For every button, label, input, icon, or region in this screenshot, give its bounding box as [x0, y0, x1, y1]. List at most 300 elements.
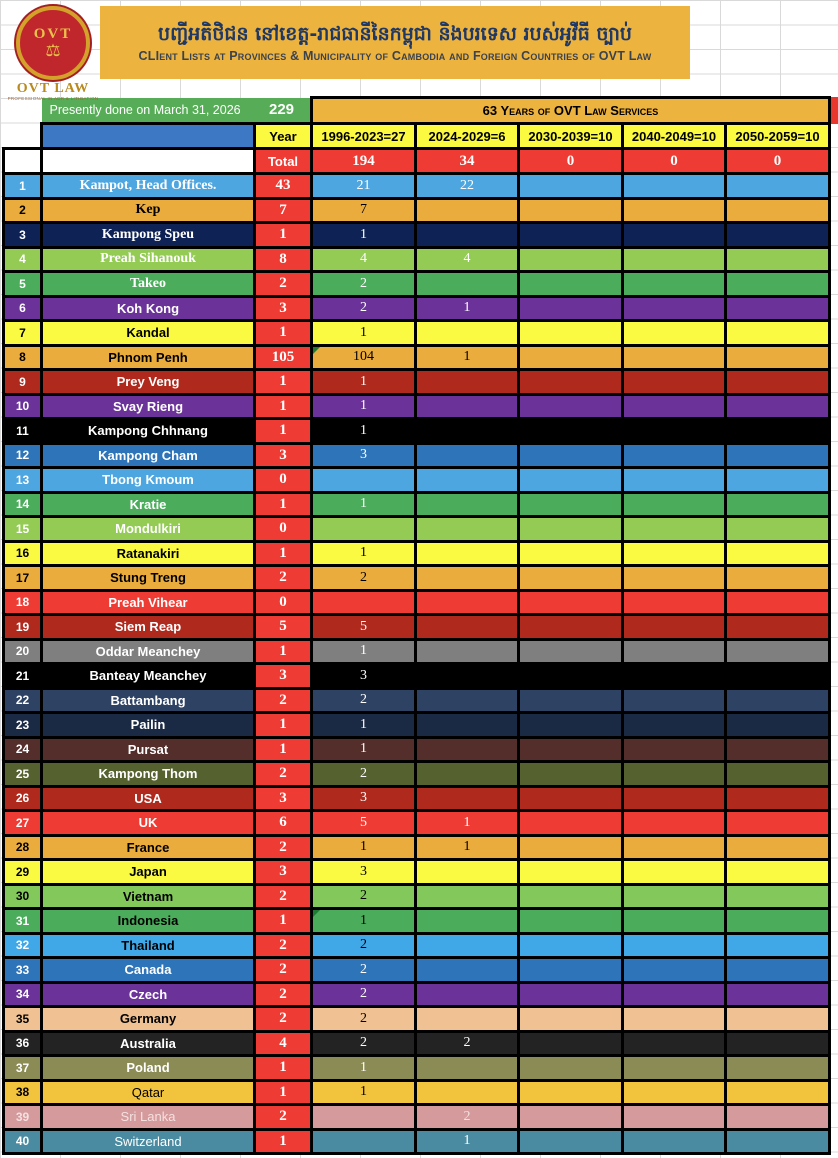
year-value-cell[interactable] [519, 247, 623, 272]
year-value-cell[interactable]: 2 [312, 933, 416, 958]
year-value-cell[interactable] [519, 664, 623, 689]
province-name-cell[interactable]: Kampong Chhnang [42, 419, 255, 444]
year-value-cell[interactable] [726, 1080, 830, 1105]
province-name-cell[interactable]: Kratie [42, 492, 255, 517]
year-value-cell[interactable] [726, 492, 830, 517]
province-name-cell[interactable]: Battambang [42, 688, 255, 713]
year-value-cell[interactable] [623, 860, 726, 885]
year-value-cell[interactable]: 4 [312, 247, 416, 272]
year-value-cell[interactable] [726, 909, 830, 934]
province-name-cell[interactable]: Preah Sihanouk [42, 247, 255, 272]
year-value-cell[interactable] [726, 835, 830, 860]
year-value-cell[interactable] [416, 492, 519, 517]
province-name-cell[interactable]: Tbong Kmoum [42, 468, 255, 493]
row-number-cell[interactable]: 22 [4, 688, 42, 713]
year-value-cell[interactable]: 3 [312, 786, 416, 811]
year-value-cell[interactable]: 2 [312, 982, 416, 1007]
year-value-cell[interactable] [519, 1080, 623, 1105]
year-value-cell[interactable]: 2 [312, 566, 416, 591]
year-value-cell[interactable]: 1 [312, 419, 416, 444]
year-value-cell[interactable] [726, 860, 830, 885]
year-value-cell[interactable]: 2 [312, 762, 416, 787]
row-total-cell[interactable]: 4 [255, 1031, 312, 1056]
year-value-cell[interactable]: 2 [312, 688, 416, 713]
year-value-cell[interactable] [416, 223, 519, 248]
year-value-cell[interactable] [416, 664, 519, 689]
year-value-cell[interactable] [312, 1105, 416, 1130]
row-total-cell[interactable]: 3 [255, 296, 312, 321]
row-number-cell[interactable]: 17 [4, 566, 42, 591]
year-value-cell[interactable] [726, 468, 830, 493]
row-total-cell[interactable]: 6 [255, 811, 312, 836]
year-value-cell[interactable] [519, 272, 623, 297]
year-value-cell[interactable]: 1 [416, 296, 519, 321]
row-number-cell[interactable]: 36 [4, 1031, 42, 1056]
row-total-cell[interactable]: 1 [255, 1080, 312, 1105]
year-value-cell[interactable] [623, 272, 726, 297]
year-value-cell[interactable] [726, 884, 830, 909]
year-value-cell[interactable] [726, 713, 830, 738]
row-total-cell[interactable]: 2 [255, 835, 312, 860]
row-total-cell[interactable]: 2 [255, 1105, 312, 1130]
year-value-cell[interactable] [623, 517, 726, 542]
year-value-cell[interactable]: 1 [416, 835, 519, 860]
year-value-cell[interactable] [416, 394, 519, 419]
year-value-cell[interactable] [416, 1056, 519, 1081]
year-value-cell[interactable] [726, 419, 830, 444]
year-value-cell[interactable] [519, 370, 623, 395]
province-name-cell[interactable]: Czech [42, 982, 255, 1007]
year-value-cell[interactable]: 2 [416, 1105, 519, 1130]
row-total-cell[interactable]: 5 [255, 615, 312, 640]
row-number-cell[interactable]: 4 [4, 247, 42, 272]
year-value-cell[interactable]: 104 [312, 345, 416, 370]
province-name-cell[interactable]: Kandal [42, 321, 255, 346]
row-total-cell[interactable]: 1 [255, 492, 312, 517]
year-value-cell[interactable]: 1 [312, 737, 416, 762]
row-number-cell[interactable]: 40 [4, 1129, 42, 1154]
row-total-cell[interactable]: 1 [255, 1056, 312, 1081]
total-value-cell[interactable]: 194 [312, 149, 416, 174]
year-value-cell[interactable]: 1 [312, 223, 416, 248]
row-number-cell[interactable]: 30 [4, 884, 42, 909]
row-number-cell[interactable]: 25 [4, 762, 42, 787]
year-value-cell[interactable] [623, 688, 726, 713]
year-value-cell[interactable] [623, 321, 726, 346]
year-value-cell[interactable]: 3 [312, 443, 416, 468]
row-number-cell[interactable]: 21 [4, 664, 42, 689]
year-range-header[interactable]: 2030-2039=10 [519, 124, 623, 149]
total-value-cell[interactable]: 0 [726, 149, 830, 174]
row-number-cell[interactable]: 20 [4, 639, 42, 664]
year-value-cell[interactable] [519, 884, 623, 909]
row-total-cell[interactable]: 0 [255, 590, 312, 615]
year-value-cell[interactable] [623, 1056, 726, 1081]
year-value-cell[interactable] [519, 321, 623, 346]
year-value-cell[interactable] [519, 566, 623, 591]
year-value-cell[interactable]: 5 [312, 811, 416, 836]
row-total-cell[interactable]: 1 [255, 223, 312, 248]
row-total-cell[interactable]: 2 [255, 566, 312, 591]
province-name-cell[interactable]: Prey Veng [42, 370, 255, 395]
year-value-cell[interactable] [519, 786, 623, 811]
year-value-cell[interactable]: 1 [416, 811, 519, 836]
row-number-cell[interactable]: 34 [4, 982, 42, 1007]
services-banner-cell[interactable]: 63 Years of OVT Law Services [312, 98, 830, 124]
year-value-cell[interactable] [519, 1129, 623, 1154]
row-number-cell[interactable]: 3 [4, 223, 42, 248]
year-value-cell[interactable] [623, 443, 726, 468]
year-value-cell[interactable] [726, 1129, 830, 1154]
year-value-cell[interactable] [726, 541, 830, 566]
year-value-cell[interactable] [623, 786, 726, 811]
province-name-cell[interactable]: Pailin [42, 713, 255, 738]
year-value-cell[interactable] [623, 492, 726, 517]
year-value-cell[interactable] [623, 762, 726, 787]
row-number-cell[interactable]: 2 [4, 198, 42, 223]
year-value-cell[interactable] [416, 639, 519, 664]
province-name-cell[interactable]: Germany [42, 1007, 255, 1032]
province-name-cell[interactable]: UK [42, 811, 255, 836]
year-value-cell[interactable] [623, 419, 726, 444]
year-value-cell[interactable] [623, 174, 726, 199]
year-value-cell[interactable] [416, 443, 519, 468]
row-number-cell[interactable]: 12 [4, 443, 42, 468]
year-value-cell[interactable]: 3 [312, 664, 416, 689]
row-total-cell[interactable]: 3 [255, 786, 312, 811]
province-name-cell[interactable]: Banteay Meanchey [42, 664, 255, 689]
year-value-cell[interactable] [312, 1129, 416, 1154]
row-total-cell[interactable]: 2 [255, 272, 312, 297]
year-value-cell[interactable] [623, 713, 726, 738]
row-total-cell[interactable]: 2 [255, 762, 312, 787]
year-value-cell[interactable]: 1 [312, 835, 416, 860]
row-number-cell[interactable]: 9 [4, 370, 42, 395]
province-name-cell[interactable]: Pursat [42, 737, 255, 762]
row-total-cell[interactable]: 2 [255, 982, 312, 1007]
province-name-cell[interactable]: Phnom Penh [42, 345, 255, 370]
row-total-cell[interactable]: 2 [255, 958, 312, 983]
row-total-cell[interactable]: 1 [255, 370, 312, 395]
year-value-cell[interactable]: 1 [416, 345, 519, 370]
year-value-cell[interactable] [416, 958, 519, 983]
year-value-cell[interactable] [416, 1080, 519, 1105]
year-value-cell[interactable] [623, 1105, 726, 1130]
year-value-cell[interactable] [519, 762, 623, 787]
year-value-cell[interactable] [623, 1080, 726, 1105]
year-value-cell[interactable] [519, 835, 623, 860]
year-value-cell[interactable] [623, 884, 726, 909]
row-number-cell[interactable]: 1 [4, 174, 42, 199]
year-value-cell[interactable] [726, 566, 830, 591]
year-value-cell[interactable] [623, 615, 726, 640]
year-value-cell[interactable] [416, 272, 519, 297]
row-number-cell[interactable]: 35 [4, 1007, 42, 1032]
year-value-cell[interactable]: 4 [416, 247, 519, 272]
row-total-cell[interactable]: 3 [255, 664, 312, 689]
province-name-cell[interactable]: Indonesia [42, 909, 255, 934]
row-number-cell[interactable]: 29 [4, 860, 42, 885]
province-name-cell[interactable]: Sri Lanka [42, 1105, 255, 1130]
total-value-cell[interactable]: 34 [416, 149, 519, 174]
year-value-cell[interactable]: 2 [312, 1007, 416, 1032]
year-value-cell[interactable] [519, 1031, 623, 1056]
year-value-cell[interactable] [519, 223, 623, 248]
year-value-cell[interactable] [623, 811, 726, 836]
year-value-cell[interactable] [519, 860, 623, 885]
year-value-cell[interactable] [519, 1007, 623, 1032]
year-value-cell[interactable]: 2 [416, 1031, 519, 1056]
year-value-cell[interactable] [416, 884, 519, 909]
year-value-cell[interactable] [416, 517, 519, 542]
year-value-cell[interactable] [519, 492, 623, 517]
year-value-cell[interactable] [416, 786, 519, 811]
row-total-cell[interactable]: 105 [255, 345, 312, 370]
row-total-cell[interactable]: 0 [255, 468, 312, 493]
year-range-header[interactable]: 1996-2023=27 [312, 124, 416, 149]
row-total-cell[interactable]: 1 [255, 1129, 312, 1154]
year-value-cell[interactable] [726, 272, 830, 297]
row-total-cell[interactable]: 1 [255, 909, 312, 934]
year-value-cell[interactable] [623, 1007, 726, 1032]
year-value-cell[interactable] [726, 345, 830, 370]
year-value-cell[interactable] [726, 615, 830, 640]
province-name-cell[interactable]: Mondulkiri [42, 517, 255, 542]
year-value-cell[interactable] [416, 1007, 519, 1032]
year-value-cell[interactable] [416, 762, 519, 787]
year-value-cell[interactable] [726, 688, 830, 713]
row-total-cell[interactable]: 1 [255, 737, 312, 762]
year-value-cell[interactable] [726, 394, 830, 419]
year-value-cell[interactable] [519, 615, 623, 640]
year-value-cell[interactable] [623, 223, 726, 248]
province-name-cell[interactable]: Switzerland [42, 1129, 255, 1154]
row-number-cell[interactable]: 8 [4, 345, 42, 370]
empty-cell[interactable] [42, 149, 255, 174]
row-total-cell[interactable]: 1 [255, 321, 312, 346]
year-value-cell[interactable] [416, 321, 519, 346]
row-total-cell[interactable]: 1 [255, 713, 312, 738]
year-value-cell[interactable] [519, 296, 623, 321]
year-value-cell[interactable] [312, 468, 416, 493]
province-name-cell[interactable]: Svay Rieng [42, 394, 255, 419]
year-value-cell[interactable]: 1 [312, 909, 416, 934]
year-value-cell[interactable] [519, 737, 623, 762]
province-name-cell[interactable]: Kampong Speu [42, 223, 255, 248]
year-range-header[interactable]: 2040-2049=10 [623, 124, 726, 149]
total-value-cell[interactable]: 0 [623, 149, 726, 174]
province-name-cell[interactable]: Stung Treng [42, 566, 255, 591]
year-value-cell[interactable] [726, 762, 830, 787]
year-value-cell[interactable] [623, 639, 726, 664]
year-value-cell[interactable] [623, 296, 726, 321]
row-number-cell[interactable]: 6 [4, 296, 42, 321]
province-name-cell[interactable]: Kampong Thom [42, 762, 255, 787]
year-value-cell[interactable] [416, 737, 519, 762]
year-value-cell[interactable] [519, 590, 623, 615]
row-number-cell[interactable]: 11 [4, 419, 42, 444]
year-value-cell[interactable] [416, 370, 519, 395]
row-total-cell[interactable]: 0 [255, 517, 312, 542]
year-value-cell[interactable]: 1 [312, 639, 416, 664]
row-total-cell[interactable]: 2 [255, 933, 312, 958]
year-value-cell[interactable] [623, 909, 726, 934]
row-total-cell[interactable]: 3 [255, 443, 312, 468]
year-value-cell[interactable] [726, 247, 830, 272]
year-value-cell[interactable] [726, 664, 830, 689]
year-value-cell[interactable] [726, 811, 830, 836]
year-value-cell[interactable]: 1 [312, 394, 416, 419]
year-value-cell[interactable] [519, 174, 623, 199]
row-total-cell[interactable]: 1 [255, 639, 312, 664]
year-value-cell[interactable] [726, 639, 830, 664]
year-value-cell[interactable] [416, 688, 519, 713]
year-value-cell[interactable] [416, 198, 519, 223]
year-value-cell[interactable]: 1 [312, 321, 416, 346]
row-number-cell[interactable]: 32 [4, 933, 42, 958]
year-value-cell[interactable] [623, 1031, 726, 1056]
year-value-cell[interactable] [519, 419, 623, 444]
row-number-cell[interactable]: 39 [4, 1105, 42, 1130]
year-value-cell[interactable]: 2 [312, 1031, 416, 1056]
row-number-cell[interactable]: 28 [4, 835, 42, 860]
year-value-cell[interactable] [519, 443, 623, 468]
year-value-cell[interactable] [726, 370, 830, 395]
row-number-cell[interactable]: 16 [4, 541, 42, 566]
year-value-cell[interactable]: 2 [312, 958, 416, 983]
year-value-cell[interactable] [623, 1129, 726, 1154]
year-value-cell[interactable]: 2 [312, 884, 416, 909]
year-value-cell[interactable]: 1 [416, 1129, 519, 1154]
row-number-cell[interactable]: 26 [4, 786, 42, 811]
year-value-cell[interactable]: 1 [312, 541, 416, 566]
year-value-cell[interactable] [519, 933, 623, 958]
province-name-cell[interactable]: Siem Reap [42, 615, 255, 640]
province-name-cell[interactable]: Kep [42, 198, 255, 223]
year-value-cell[interactable] [312, 590, 416, 615]
row-number-cell[interactable]: 27 [4, 811, 42, 836]
year-value-cell[interactable]: 1 [312, 1080, 416, 1105]
province-name-cell[interactable]: USA [42, 786, 255, 811]
year-value-cell[interactable] [623, 664, 726, 689]
year-value-cell[interactable] [726, 1007, 830, 1032]
province-name-cell[interactable]: Takeo [42, 272, 255, 297]
year-value-cell[interactable] [623, 958, 726, 983]
row-total-cell[interactable]: 2 [255, 1007, 312, 1032]
year-value-cell[interactable] [726, 174, 830, 199]
empty-cell[interactable] [4, 149, 42, 174]
year-value-cell[interactable]: 1 [312, 370, 416, 395]
row-total-cell[interactable]: 8 [255, 247, 312, 272]
year-value-cell[interactable] [519, 688, 623, 713]
year-value-cell[interactable] [726, 1031, 830, 1056]
year-value-cell[interactable]: 22 [416, 174, 519, 199]
row-total-cell[interactable]: 1 [255, 419, 312, 444]
year-value-cell[interactable] [519, 982, 623, 1007]
year-value-cell[interactable] [416, 419, 519, 444]
province-name-cell[interactable]: Koh Kong [42, 296, 255, 321]
year-value-cell[interactable] [519, 198, 623, 223]
row-number-cell[interactable]: 10 [4, 394, 42, 419]
row-total-cell[interactable]: 3 [255, 860, 312, 885]
row-total-cell[interactable]: 7 [255, 198, 312, 223]
province-name-cell[interactable]: France [42, 835, 255, 860]
year-value-cell[interactable] [623, 345, 726, 370]
year-value-cell[interactable] [726, 958, 830, 983]
row-number-cell[interactable]: 13 [4, 468, 42, 493]
year-value-cell[interactable] [726, 982, 830, 1007]
year-value-cell[interactable] [726, 443, 830, 468]
year-value-cell[interactable]: 2 [312, 296, 416, 321]
row-number-cell[interactable]: 15 [4, 517, 42, 542]
row-total-cell[interactable]: 2 [255, 688, 312, 713]
year-value-cell[interactable] [623, 198, 726, 223]
year-value-cell[interactable] [416, 615, 519, 640]
row-number-cell[interactable]: 31 [4, 909, 42, 934]
row-number-cell[interactable]: 37 [4, 1056, 42, 1081]
total-value-cell[interactable]: 0 [519, 149, 623, 174]
row-number-cell[interactable]: 18 [4, 590, 42, 615]
year-value-cell[interactable] [519, 909, 623, 934]
blue-spacer-cell[interactable] [42, 124, 255, 149]
row-number-cell[interactable]: 7 [4, 321, 42, 346]
year-value-cell[interactable] [623, 541, 726, 566]
year-value-cell[interactable] [416, 982, 519, 1007]
year-value-cell[interactable] [416, 860, 519, 885]
year-value-cell[interactable] [519, 713, 623, 738]
year-value-cell[interactable] [519, 541, 623, 566]
year-value-cell[interactable]: 2 [312, 272, 416, 297]
year-value-cell[interactable] [623, 566, 726, 591]
year-range-header[interactable]: 2024-2029=6 [416, 124, 519, 149]
year-value-cell[interactable] [519, 1105, 623, 1130]
year-value-cell[interactable] [416, 566, 519, 591]
year-value-cell[interactable] [623, 370, 726, 395]
year-value-cell[interactable] [726, 786, 830, 811]
year-value-cell[interactable] [623, 590, 726, 615]
year-value-cell[interactable] [726, 321, 830, 346]
year-value-cell[interactable] [726, 517, 830, 542]
year-value-cell[interactable] [623, 933, 726, 958]
row-number-cell[interactable]: 14 [4, 492, 42, 517]
row-total-cell[interactable]: 1 [255, 541, 312, 566]
row-total-cell[interactable]: 2 [255, 884, 312, 909]
year-value-cell[interactable] [416, 541, 519, 566]
year-value-cell[interactable] [623, 247, 726, 272]
year-value-cell[interactable] [519, 345, 623, 370]
year-value-cell[interactable] [623, 982, 726, 1007]
year-value-cell[interactable] [416, 909, 519, 934]
year-value-cell[interactable] [519, 639, 623, 664]
year-range-header[interactable]: 2050-2059=10 [726, 124, 830, 149]
province-name-cell[interactable]: Kampong Cham [42, 443, 255, 468]
row-number-cell[interactable]: 38 [4, 1080, 42, 1105]
year-value-cell[interactable] [519, 394, 623, 419]
year-value-cell[interactable] [623, 468, 726, 493]
year-value-cell[interactable] [519, 468, 623, 493]
year-label-cell[interactable]: Year [255, 124, 312, 149]
year-value-cell[interactable] [416, 713, 519, 738]
year-value-cell[interactable]: 3 [312, 860, 416, 885]
year-value-cell[interactable]: 5 [312, 615, 416, 640]
province-name-cell[interactable]: Thailand [42, 933, 255, 958]
province-name-cell[interactable]: Kampot, Head Offices. [42, 174, 255, 199]
province-name-cell[interactable]: Vietnam [42, 884, 255, 909]
year-value-cell[interactable] [726, 933, 830, 958]
year-value-cell[interactable] [623, 835, 726, 860]
year-value-cell[interactable] [623, 737, 726, 762]
row-number-cell[interactable]: 24 [4, 737, 42, 762]
